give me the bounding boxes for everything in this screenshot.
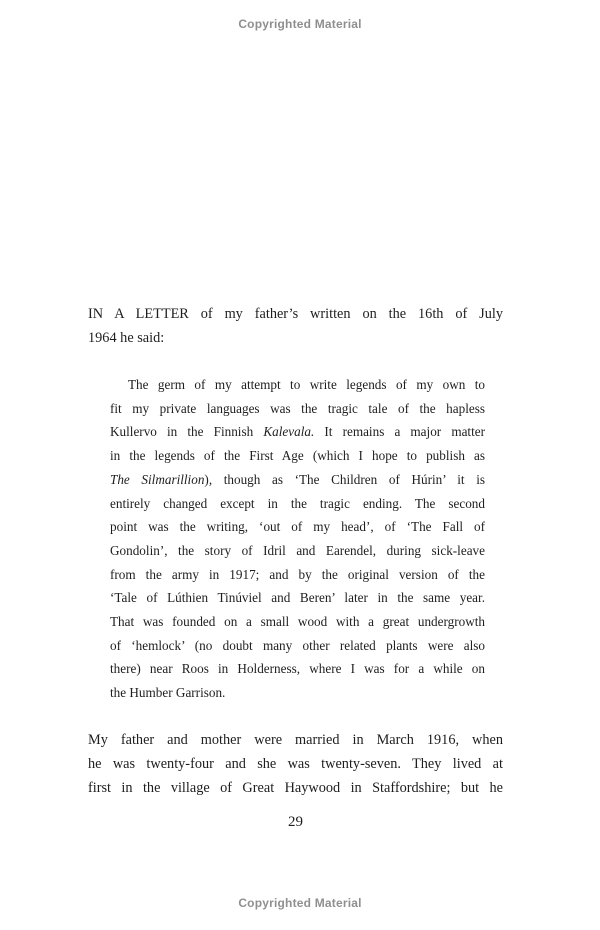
- copyright-banner-bottom: Copyrighted Material: [238, 896, 362, 910]
- copyright-banner-top: Copyrighted Material: [238, 17, 362, 31]
- text-line: [110, 657, 485, 681]
- paragraph-opening: [88, 302, 503, 350]
- text-line: [110, 373, 485, 397]
- text-line: [110, 610, 485, 634]
- text-line: [110, 681, 485, 705]
- text-segment: he was twenty-four and she was twenty-seven. They lived at: [88, 756, 503, 772]
- paragraph-letter-quote: [110, 373, 485, 705]
- text-line: [110, 420, 485, 444]
- text-segment: That was founded on a small wood with a great undergrowth: [110, 614, 485, 630]
- text-segment: entirely changed except in the tragic ending. The second: [110, 495, 485, 511]
- text-line: [88, 776, 503, 800]
- text-segment: Kullervo in the Finnish: [110, 424, 264, 440]
- text-line: [110, 539, 485, 563]
- text-line: [110, 563, 485, 587]
- text-segment: fit my private languages was the tragic tale of the hapless: [110, 400, 485, 416]
- italic-title-text: Kalevala.: [263, 424, 315, 440]
- text-line: [110, 586, 485, 610]
- text-segment: first in the village of Great Haywood in Staffordshire; but he: [88, 780, 503, 796]
- text-line: [88, 752, 503, 776]
- text-segment: IN A LETTER of my father’s written on the 16th of July: [88, 306, 503, 322]
- text-line: [88, 326, 503, 350]
- text-line: [110, 468, 485, 492]
- text-segment: My father and mother were married in March 1916, when: [88, 732, 503, 748]
- text-segment: point was the writing, ‘out of my head’, of ‘The Fall of: [110, 519, 485, 535]
- text-line: [88, 728, 503, 752]
- text-segment: of ‘hemlock’ (no doubt many other related plants were also: [110, 637, 485, 653]
- text-line: [110, 515, 485, 539]
- text-segment: Gondolin’, the story of Idril and Earendel, during sick-leave: [110, 542, 485, 558]
- page-number: 29: [288, 814, 303, 830]
- text-segment: It remains a major matter: [314, 424, 485, 440]
- paragraph-closing: [88, 728, 503, 800]
- text-line: [88, 302, 503, 326]
- text-segment: ‘Tale of Lúthien Tinúviel and Beren’ later in the same year.: [110, 590, 485, 606]
- italic-title-text: The Silmarillion: [110, 471, 205, 487]
- text-segment: ), though as ‘The Children of Húrin’ it is: [204, 471, 486, 487]
- text-segment: 1964 he said:: [88, 330, 165, 346]
- text-segment: The germ of my attempt to write legends of my own to: [128, 377, 485, 392]
- text-line: [110, 444, 485, 468]
- text-line: [110, 397, 485, 421]
- text-line: [110, 634, 485, 658]
- text-segment: there) near Roos in Holderness, where I was for a while on: [110, 661, 485, 677]
- text-segment: from the army in 1917; and by the original version of the: [110, 566, 485, 582]
- text-segment: the Humber Garrison.: [110, 685, 226, 701]
- text-segment: in the legends of the First Age (which I hope to publish as: [110, 448, 485, 464]
- text-line: [110, 492, 485, 516]
